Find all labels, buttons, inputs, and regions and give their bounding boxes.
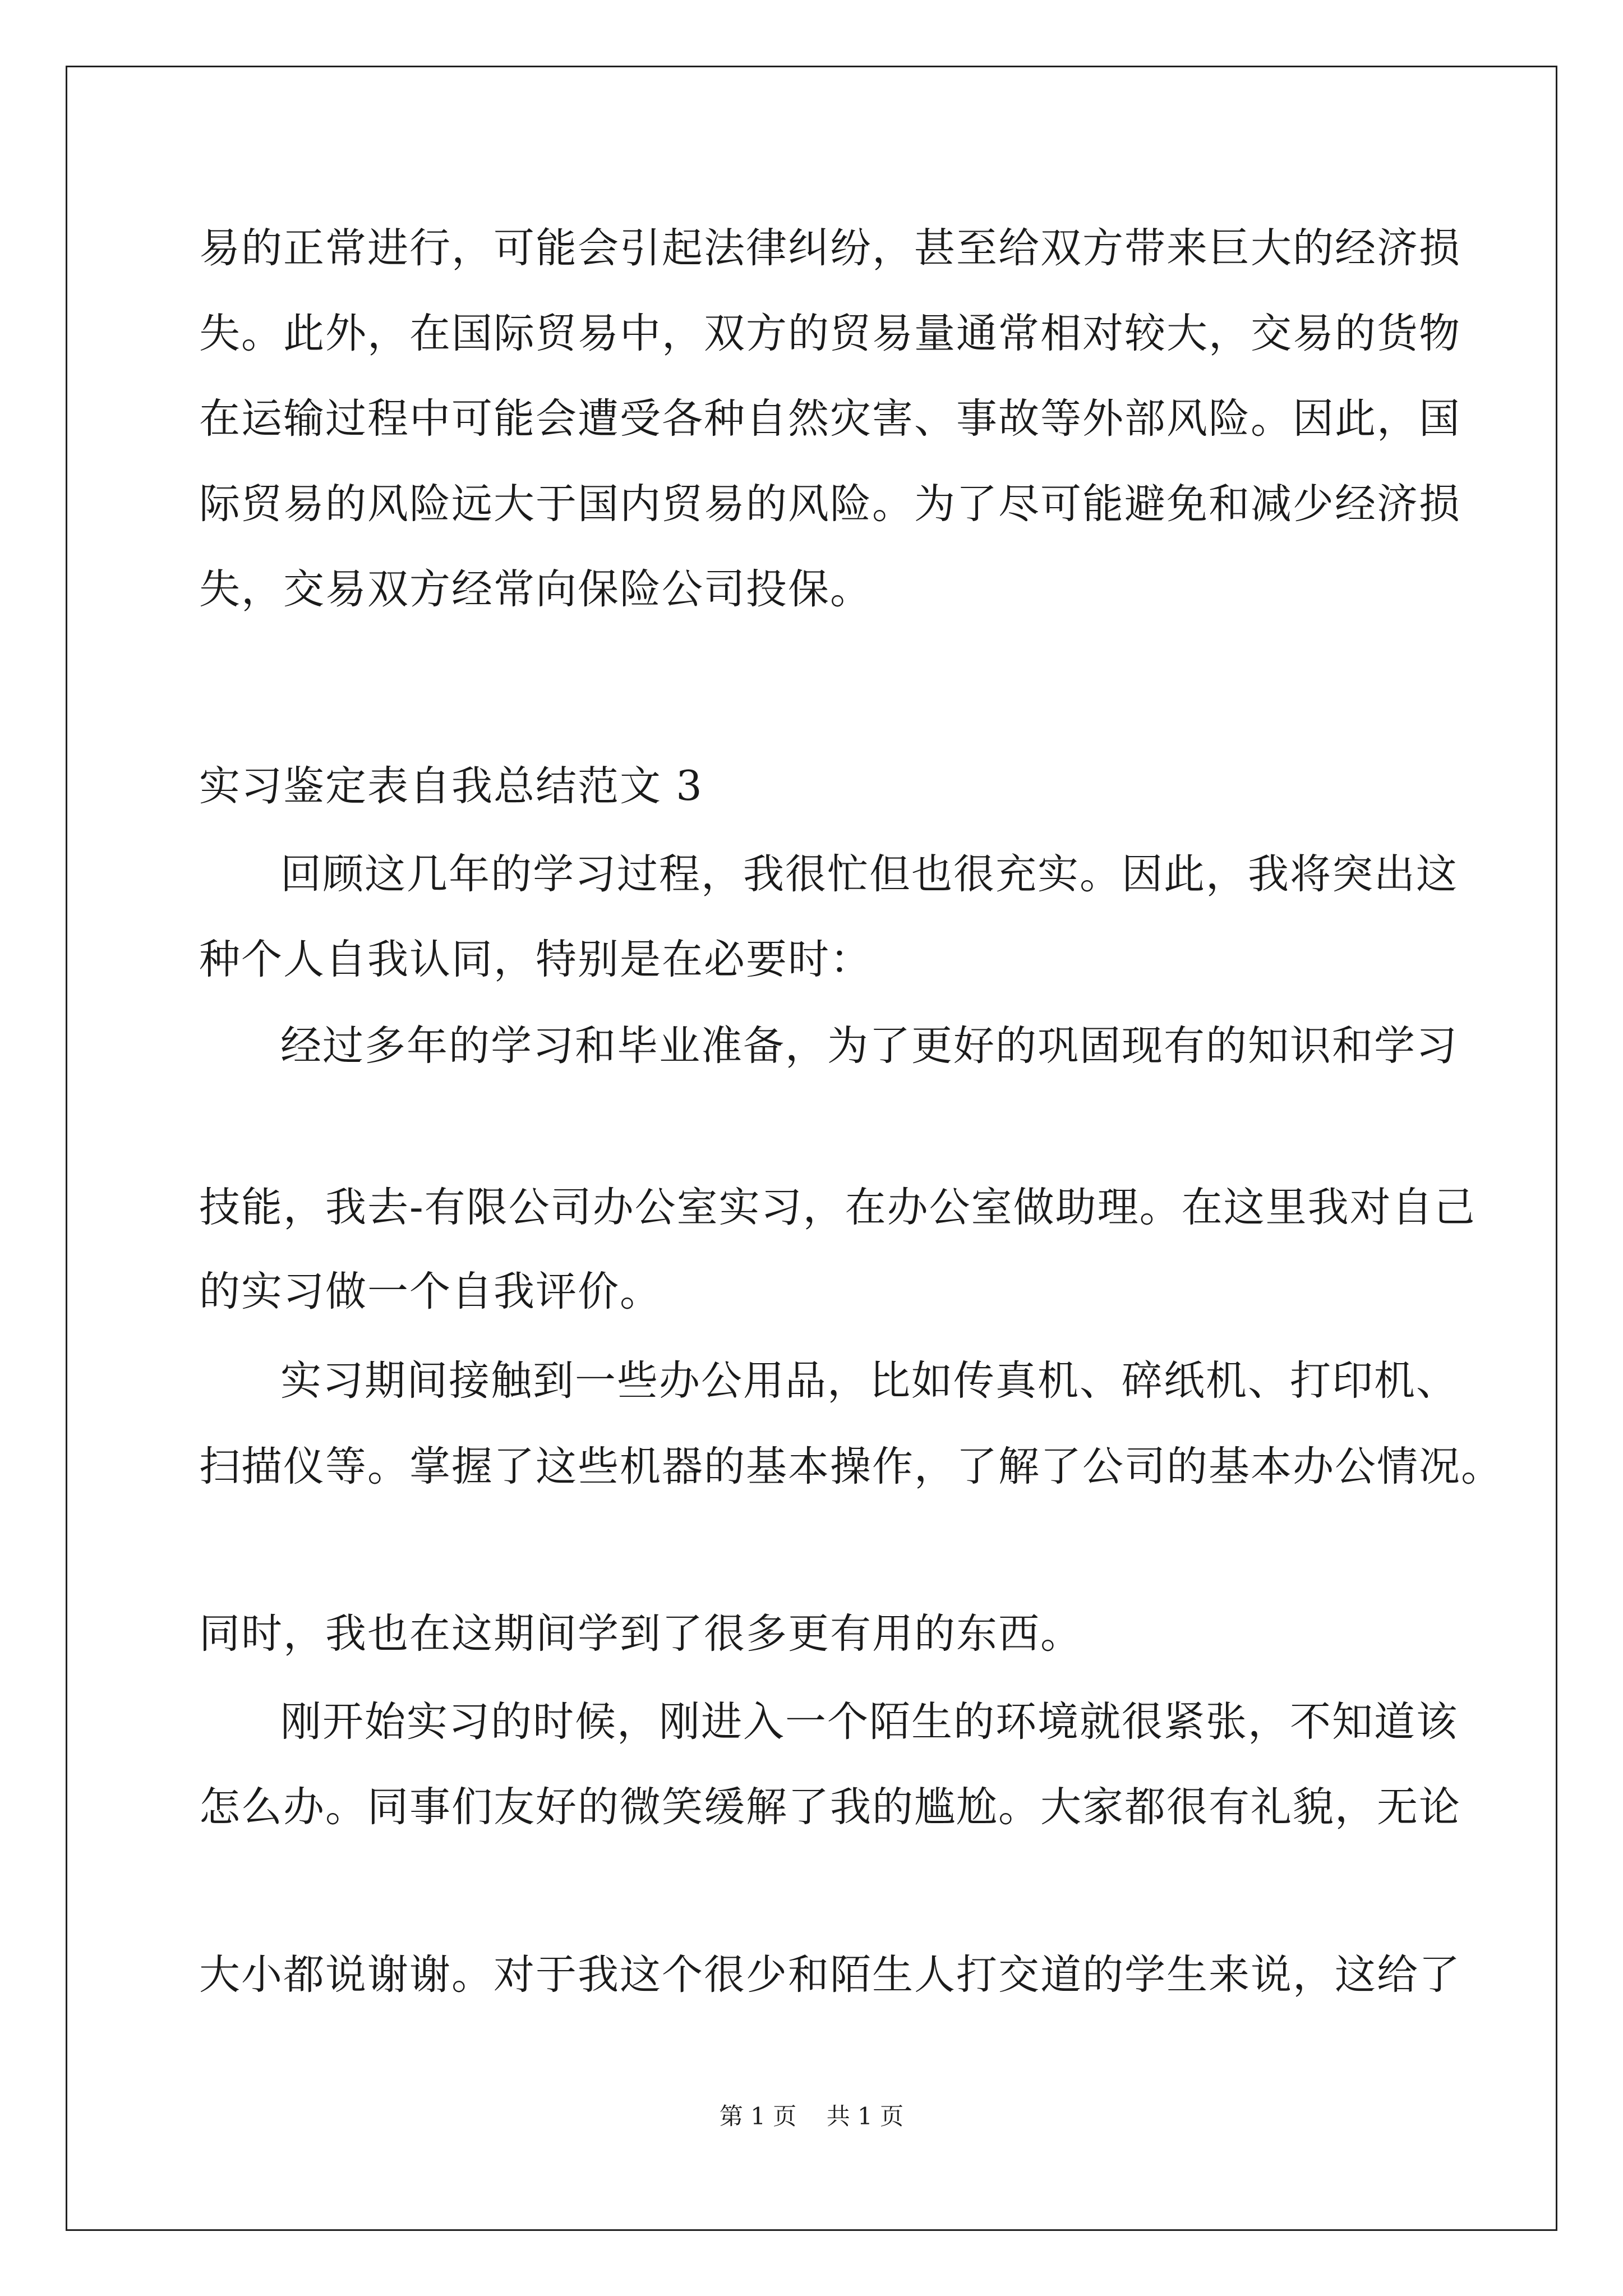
text-line-2: 失。此外，在国际贸易中，双方的贸易量通常相对较大，交易的货物 [199,310,1461,357]
text-line-7: 回顾这几年的学习过程，我很忙但也很充实。因此，我将突出这 [280,850,1458,898]
text-line-9: 经过多年的学习和毕业准备，为了更好的巩固现有的知识和学习 [280,1022,1458,1070]
text-line-16: 怎么办。同事们友好的微笑缓解了我的尴尬。大家都很有礼貌，无论 [199,1783,1461,1831]
text-line-12: 实习期间接触到一些办公用品，比如传真机、碎纸机、打印机、 [280,1357,1458,1405]
text-line-3: 在运输过程中可能会遭受各种自然灾害、事故等外部风险。因此，国 [199,395,1461,443]
section-heading: 实习鉴定表自我总结范文 3 [199,762,703,810]
page-border [66,66,1557,2231]
text-line-1: 易的正常进行，可能会引起法律纠纷，甚至给双方带来巨大的经济损 [199,224,1461,272]
text-line-13: 扫描仪等。掌握了这些机器的基本操作，了解了公司的基本办公情况。 [199,1443,1503,1490]
text-line-8: 种个人自我认同，特别是在必要时： [199,936,872,983]
page-number-footer: 第 1 页 共 1 页 [719,2102,904,2130]
text-line-10: 技能，我去-有限公司办公室实习，在办公室做助理。在这里我对自己 [199,1184,1476,1231]
text-line-5: 失，交易双方经常向保险公司投保。 [199,565,872,613]
text-line-14: 同时，我也在这期间学到了很多更有用的东西。 [199,1610,1082,1658]
text-line-4: 际贸易的风险远大于国内贸易的风险。为了尽可能避免和减少经济损 [199,480,1461,528]
text-line-11: 的实习做一个自我评价。 [199,1268,662,1315]
text-line-15: 刚开始实习的时候，刚进入一个陌生的环境就很紧张，不知道该 [280,1698,1458,1746]
text-line-17: 大小都说谢谢。对于我这个很少和陌生人打交道的学生来说，这给了 [199,1951,1461,1999]
